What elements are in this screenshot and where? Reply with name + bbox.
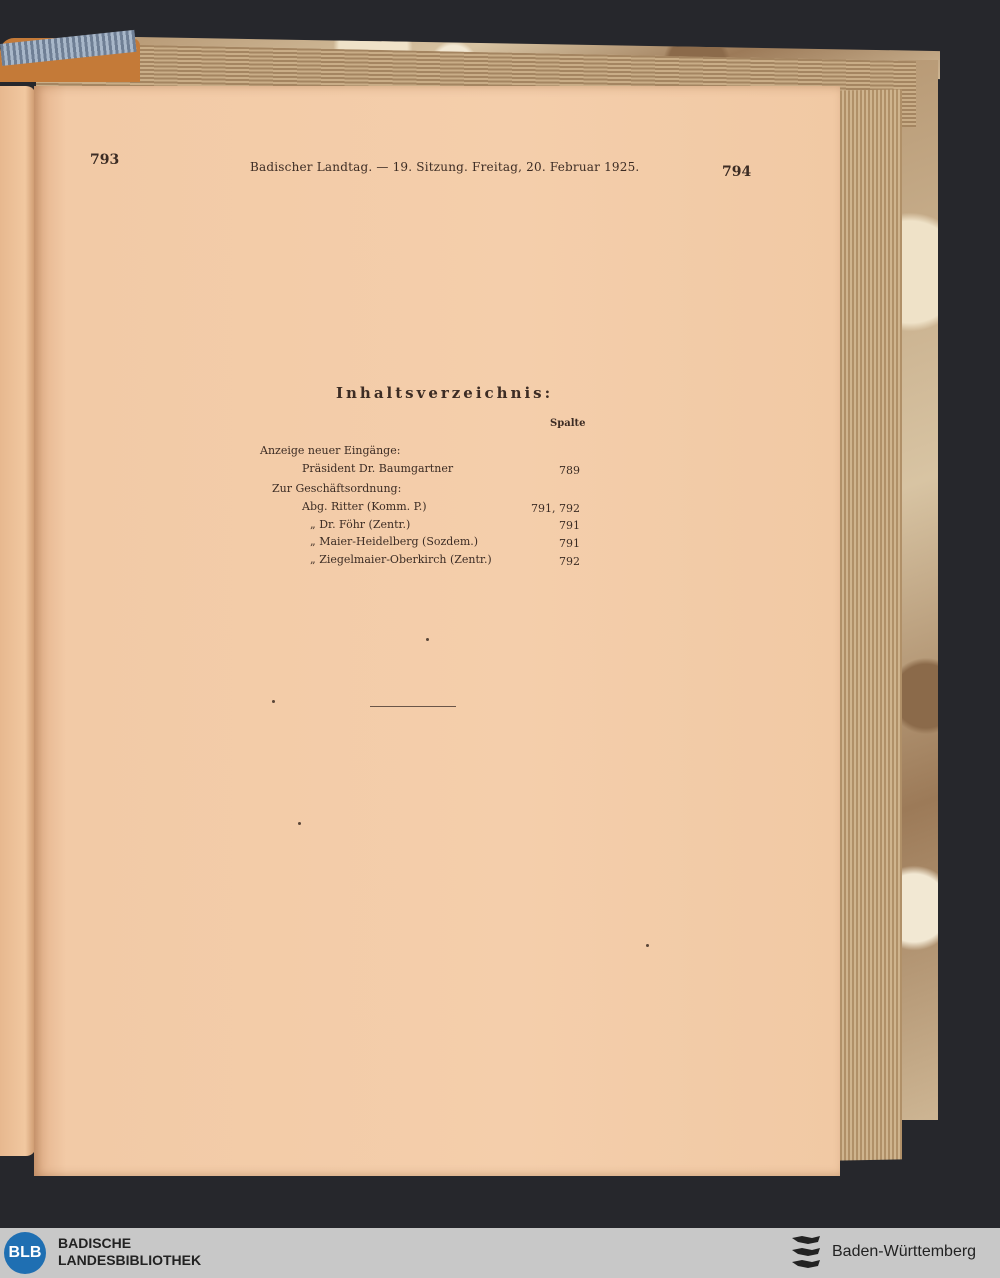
toc-entry-pages: 791, 792: [531, 502, 580, 515]
page-edges-right: [836, 89, 902, 1160]
library-name[interactable]: [58, 1235, 201, 1269]
paper-speck: [272, 700, 275, 703]
toc-entry: „ Maier-Heidelberg (Sozdem.): [310, 535, 479, 548]
toc-entry: Abg. Ritter (Komm. P.): [302, 500, 427, 513]
right-page: [34, 86, 840, 1176]
right-page-number: 794: [722, 164, 752, 180]
blb-logo-icon[interactable]: [4, 1232, 46, 1274]
paper-speck: [646, 944, 649, 947]
toc-title: Inhaltsverzeichnis:: [336, 384, 554, 402]
library-name-line2: LANDESBIBLIOTHEK: [58, 1252, 202, 1268]
toc-entry-pages: 789: [559, 464, 580, 477]
toc-section-heading: Zur Geschäftsordnung:: [272, 482, 402, 495]
toc-entry-pages: 792: [559, 555, 580, 568]
marbled-cover-right: [898, 60, 938, 1120]
library-name-line1: BADISCHE: [58, 1235, 132, 1251]
closing-rule: [370, 706, 456, 707]
blb-logo-letters: BLB: [8, 1244, 42, 1261]
footer-bar: [0, 1228, 1000, 1278]
toc-entry-pages: 791: [559, 537, 580, 550]
toc-section-heading: Anzeige neuer Eingänge:: [260, 444, 401, 457]
lions-coat-of-arms-icon[interactable]: [790, 1234, 822, 1272]
toc-entry: Präsident Dr. Baumgartner: [302, 462, 454, 475]
toc-entry-pages: 791: [559, 519, 580, 532]
toc-entry: „ Dr. Föhr (Zentr.): [310, 518, 411, 531]
paper-speck: [298, 822, 301, 825]
paper-speck: [426, 638, 429, 641]
state-name[interactable]: Baden-Württemberg: [832, 1243, 977, 1260]
left-page-edge: [0, 86, 36, 1156]
left-page-number: 793: [90, 152, 120, 168]
running-title: Badischer Landtag. — 19. Sitzung. Freitag, 20. Februar 1925.: [250, 160, 640, 174]
column-label: Spalte: [550, 418, 586, 429]
toc-entry: „ Ziegelmaier-Oberkirch (Zentr.): [310, 553, 492, 566]
